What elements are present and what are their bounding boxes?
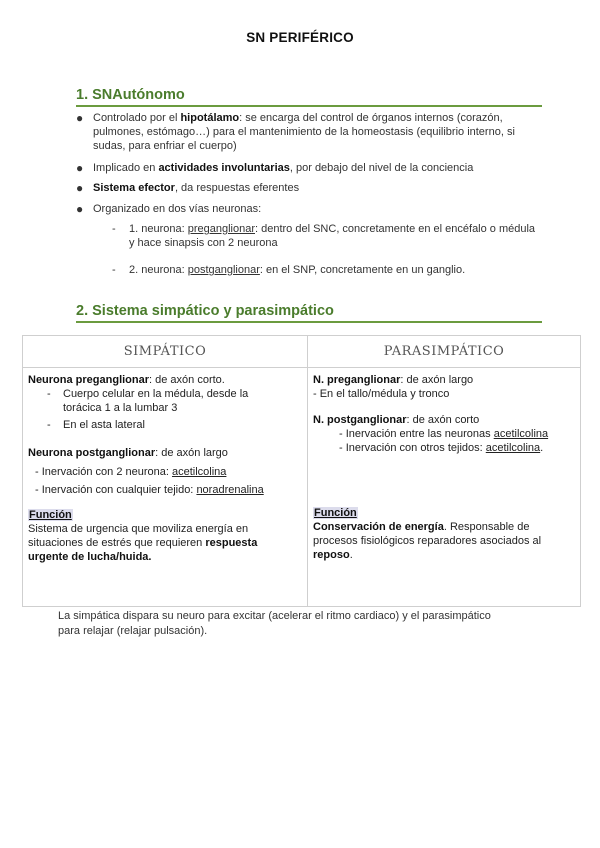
simpatico-preganglionar: Neurona preganglionar: de axón corto. — [28, 374, 225, 386]
simpatico-pre-item-1: - Cuerpo celular en la médula, desde la torácica 1 a la lumbar 3 — [47, 388, 249, 414]
simpatico-pre-item-2: - En el asta lateral — [47, 419, 145, 431]
parasimpatico-preganglionar: N. preganglionar: de axón largo — [313, 374, 474, 386]
bullet-dot-icon: ● — [76, 111, 84, 125]
comparison-table — [22, 335, 581, 607]
sub-item-neurona-1: - 1. neurona: preganglionar: dentro del SNC, concretamente en el encéfalo o médula y hace sinapsis con 2 neurona — [112, 223, 536, 249]
bullet-item: ● Controlado por el hipotálamo: se encarga del control de órganos internos (corazón, pulmones, estómago…) para el mantenimiento de la homeostasis (equilibrio interno, si sudas, para enfriar el cuerpo) — [76, 111, 515, 152]
simpatico-post-item-2: - Inervación con cualquier tejido: noradrenalina — [35, 484, 264, 496]
footer-note: La simpática dispara su neuro para excitar (acelerar el ritmo cardiaco) y el parasimpático para relajar (relajar pulsación). — [58, 610, 491, 637]
bullet-dot-icon: ● — [76, 202, 84, 216]
simpatico-funcion-text: Sistema de urgencia que moviliza energía en situaciones de estrés que requieren respuesta urgente de lucha/huida. — [28, 523, 258, 563]
sub-item-neurona-2: - 2. neurona: postganglionar: en el SNP, concretamente en un ganglio. — [112, 264, 466, 276]
section-heading-sistemas: 2. Sistema simpático y parasimpático — [76, 303, 542, 323]
parasimpatico-post-item-2: - Inervación con otros tejidos: acetilcolina. — [339, 442, 544, 454]
simpatico-postganglionar: Neurona postganglionar: de axón largo — [28, 447, 228, 459]
parasimpatico-post-item-1: - Inervación entre las neuronas acetilcolina — [339, 428, 549, 440]
parasimpatico-postganglionar: N. postganglionar: de axón corto — [313, 414, 480, 426]
simpatico-funcion-label: Función — [29, 509, 72, 521]
parasimpatico-funcion-text: Conservación de energía. Responsable de procesos fisiológicos reparadores asociados al reposo. — [313, 521, 542, 561]
parasimpatico-funcion-label: Función — [314, 507, 357, 519]
dash-icon: - — [112, 264, 116, 276]
column-divider — [307, 336, 308, 606]
page-title: SN PERIFÉRICO — [246, 30, 354, 45]
section-heading-sna: 1. SNAutónomo — [76, 87, 542, 107]
bullet-item: ● Sistema efector, da respuestas eferentes — [76, 181, 300, 195]
header-divider — [23, 367, 580, 368]
bullet-dot-icon: ● — [76, 161, 84, 175]
column-header-simpatico: SIMPÁTICO — [123, 344, 207, 359]
bullet-item: ● Implicado en actividades involuntarias, por debajo del nivel de la conciencia — [76, 161, 474, 175]
simpatico-post-item-1: - Inervación con 2 neurona: acetilcolina — [35, 466, 227, 478]
column-header-parasimpatico: PARASIMPÁTICO — [383, 344, 505, 359]
parasimpatico-pre-item-1: - En el tallo/médula y tronco — [313, 388, 450, 400]
bullet-item: ● Organizado en dos vías neuronas: — [76, 202, 262, 216]
dash-icon: - — [112, 223, 116, 235]
bullet-dot-icon: ● — [76, 181, 84, 195]
